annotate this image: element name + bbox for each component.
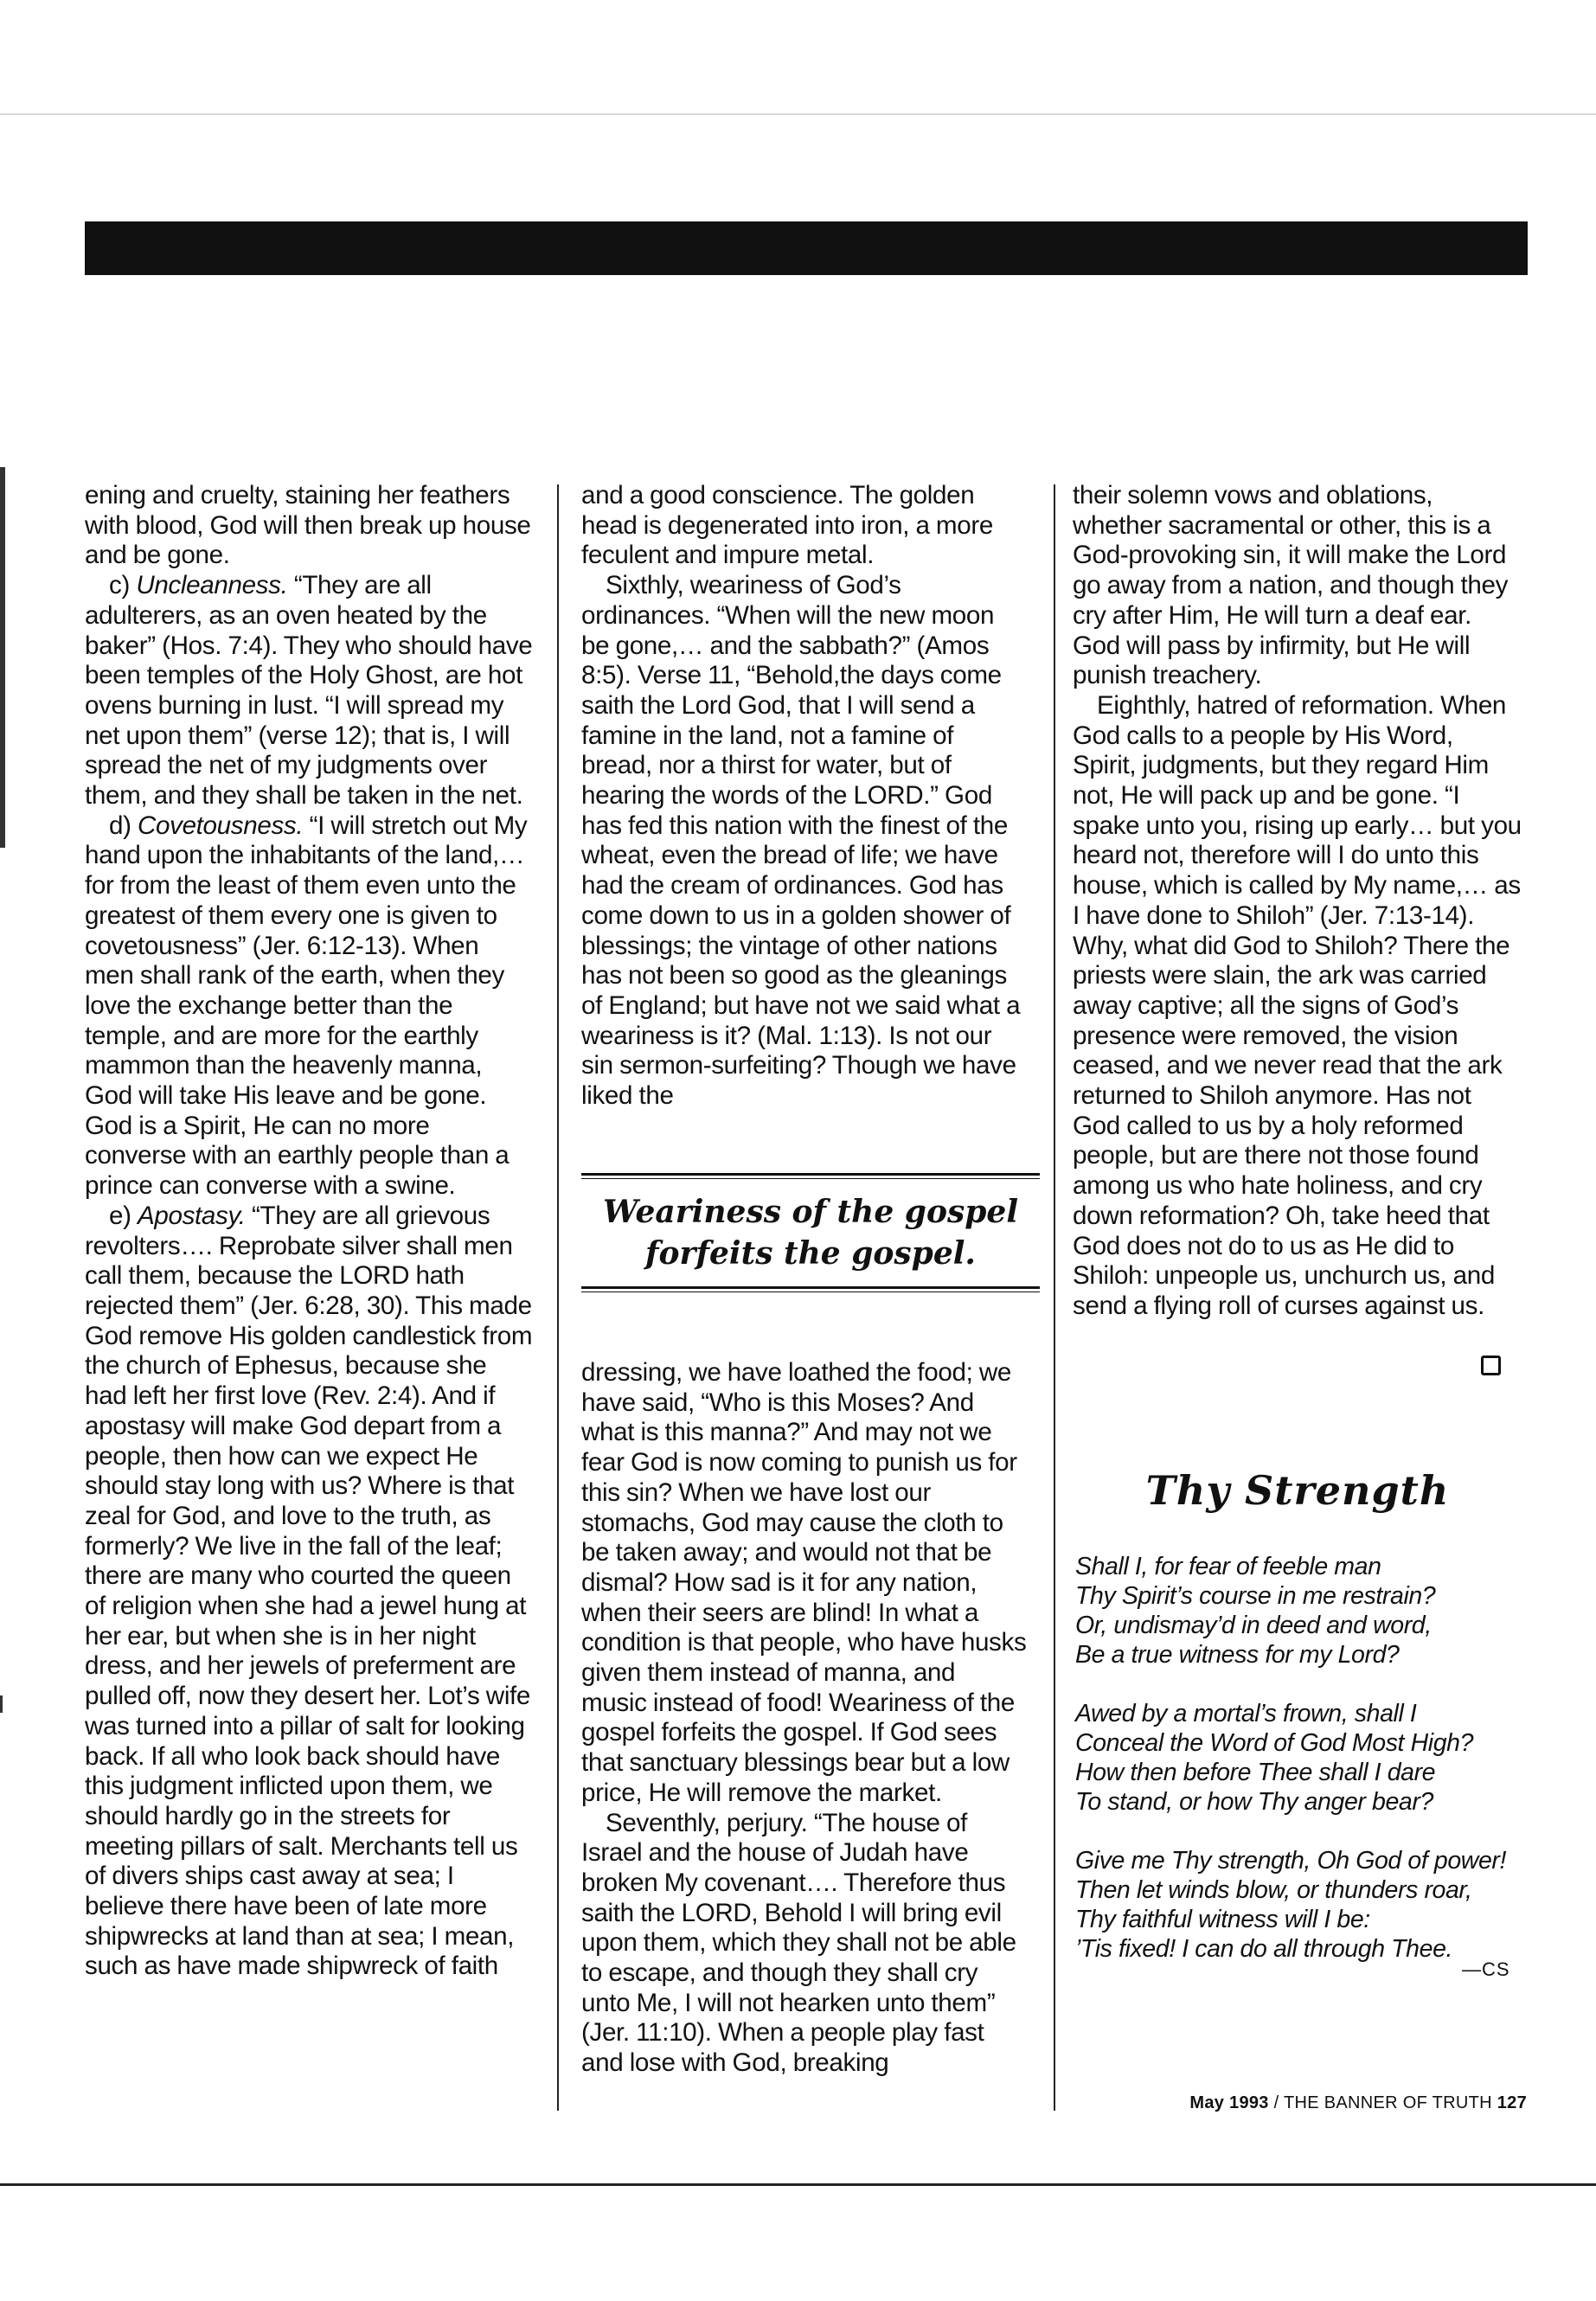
poem-line: How then before Thee shall I dare: [1075, 1759, 1436, 1786]
item-text: “They are all grievous revolters…. Reprobate silver shall men call them, because the LORD hath rejected them” (Jer. 6:28, 30). This made God remove His golden candlestick from the church of Ephesus, because she had left her first love (Rev. 2:4). And if apostasy will make God depart from a people, then how can we expect He should stay long with us? Where is that zeal for God, and love to the truth, as formerly? We live in the fall of the leaf; there are many who courted the queen of religion when she had a jewel hung at her ear, but when she is in her night dress, and her jewels of preferment are pulled off, now they desert her. Lot’s wife was turned into a pillar of salt for looking back. If all who look back should have this judgment inflicted upon them, we should hardly go in the streets for meeting pillars of salt. Merchants tell us of divers ships cast away at sea; I believe there have been of late more shipwrecks at land than at sea; I mean, such as have made shipwreck of faith: [85, 1201, 533, 1981]
page-number: 127: [1497, 2093, 1527, 2112]
paragraph-covetousness: [85, 811, 533, 1202]
binding-shadow: [0, 467, 5, 848]
poem-line: Awed by a mortal’s frown, shall I: [1075, 1700, 1417, 1727]
poem-title: Thy Strength: [1145, 1467, 1450, 1514]
poem-line: Give me Thy strength, Oh God of power!: [1075, 1847, 1507, 1875]
pull-quote-rule: [581, 1173, 1040, 1176]
poem-stanza: [1075, 1699, 1525, 1817]
footer-date: May 1993: [1189, 2093, 1269, 2112]
pull-quote: [581, 1173, 1040, 1303]
item-term: Covetousness.: [138, 811, 304, 840]
column-3: [1073, 481, 1522, 1322]
paragraph-eighthly: Eighthly, hatred of reformation. When God calls to a people by His Word, Spirit, judgments, but they regard Him not, He will pack up and be gone. “I spake unto you, rising up early… but you heard not, therefore will I do unto this house, which is called by My name,… as I have done to Shiloh” (Jer. 7:13-14). Why, what did God to Shiloh? There the priests were slain, the ark was carried away captive; all the signs of God’s presence were removed, the vision ceased, and we never read that the ark returned to Shiloh anymore. Has not God called to us by a holy reformed people, but are there not those found among us who hate holiness, and cry down reformation? Oh, take heed that God does not do to us as He did to Shiloh: unpeople us, unchurch us, and send a flying roll of curses against us.: [1073, 690, 1522, 1320]
footer-publication: THE BANNER OF TRUTH: [1283, 2093, 1492, 2112]
paragraph: and a good conscience. The golden head is degenerated into iron, a more feculent and impure metal.: [581, 481, 993, 570]
paragraph-uncleanness: [85, 571, 533, 811]
poem-stanza: [1075, 1552, 1525, 1670]
binding-mark: [0, 1695, 3, 1713]
poem-line: ’Tis fixed! I can do all through Thee.: [1075, 1935, 1453, 1963]
pull-quote-rule: [581, 1286, 1040, 1289]
paragraph: ening and cruelty, staining her feathers with blood, God will then break up house and be gone.: [85, 481, 531, 570]
poem-stanza: [1075, 1846, 1525, 1964]
item-term: Uncleanness.: [136, 571, 288, 600]
item-label: c): [109, 571, 137, 600]
poem-line: Or, undismay’d in deed and word,: [1075, 1612, 1432, 1639]
poem-line: To stand, or how Thy anger bear?: [1075, 1788, 1433, 1816]
item-label: e): [109, 1201, 138, 1230]
poem-line: Then let winds blow, or thunders roar,: [1075, 1876, 1472, 1904]
poem-author: —CS: [1462, 1958, 1510, 1980]
column-divider: [557, 484, 559, 2111]
paragraph-apostasy: [85, 1202, 533, 1982]
column-1: [85, 481, 533, 1982]
paragraph-seventhly: Seventhly, perjury. “The house of Israel and the house of Judah have broken My covenant…. Therefore thus saith the LORD, Behold I will bring evil upon them, which they shall not be able to escape, and though they shall cry unto Me, I will not hearken unto them” (Jer. 11:10). When a people play fast and lose with God, breaking: [581, 1808, 1016, 2078]
poem-line: Thy Spirit’s course in me restrain?: [1075, 1582, 1436, 1610]
page-top-edge: [0, 113, 1596, 115]
item-term: Apostasy.: [138, 1201, 246, 1230]
column-2-bottom: [581, 1358, 1027, 2079]
poem-line: Thy faithful witness will I be:: [1075, 1906, 1370, 1933]
poem: [1075, 1552, 1525, 1993]
paragraph-sixthly: Sixthly, weariness of God’s ordinances. “When will the new moon be gone,… and the sabbath?” (Amos 8:5). Verse 11, “Behold,the days come saith the Lord God, that I will send a famine in the land, not a famine of bread, nor a thirst for water, but of hearing the words of the LORD.” God has fed this nation with the finest of the wheat, even the bread of life; we have had the cream of ordinances. God has come down to us in a golden shower of blessings; the vintage of other nations has not been so good as the gleanings of England; but have not we said what a weariness is it? (Mal. 1:13). Is not our sin sermon-surfeiting? Though we have liked the: [581, 571, 1021, 1111]
footer-separator: /: [1268, 2093, 1284, 2112]
column-2-top: [581, 481, 1027, 1112]
paragraph: dressing, we have loathed the food; we have said, “Who is this Moses? And what is this manna?” And may not we fear God is now coming to punish us for this sin? When we have lost our stomachs, God may cause the cloth to be taken away; and would not that be dismal? How sad is it for any nation, when their seers are blind! In what a condition is that people, who have husks given them instead of manna, and music instead of food! Weariness of the gospel forfeits the gospel. If God sees that sanctuary blessings bear but a low price, He will remove the market.: [581, 1358, 1027, 1807]
item-text: “They are all adulterers, as an oven heated by the baker” (Hos. 7:4). They who should have been temples of the Holy Ghost, are hot ovens burning in lust. “I will spread my net upon them” (verse 12); that is, I will spread the net of my judgments over them, and they shall be taken in the net.: [85, 571, 533, 811]
paragraph: their solemn vows and oblations, whether sacramental or other, this is a God-provoking sin, it will make the Lord go away from a nation, and though they cry after Him, He will turn a deaf ear. God will pass by infirmity, but He will punish treachery.: [1073, 481, 1509, 690]
page-bottom-edge: [0, 2183, 1596, 2186]
poem-line: Shall I, for fear of feeble man: [1075, 1553, 1381, 1580]
column-divider: [1054, 484, 1055, 2111]
pull-quote-text: Weariness of the gospel forfeits the gospel.: [603, 1194, 1018, 1272]
item-text: “I will stretch out My hand upon the inhabitants of the land,… for from the least of them even unto the greatest of them every one is given to covetousness” (Jer. 6:12-13). When men shall rank of the earth, when they love the exchange better than the temple, and are more for the earthly mammon than the heavenly manna, God will take His leave and be gone. God is a Spirit, He can no more converse with an earthly people than a prince can converse with a swine.: [85, 811, 528, 1201]
item-label: d): [109, 811, 138, 840]
end-of-article-icon: [1481, 1356, 1501, 1375]
poem-line: Be a true witness for my Lord?: [1075, 1641, 1400, 1669]
pull-quote-rule: [581, 1178, 1040, 1179]
page-footer: [1189, 2093, 1527, 2113]
poem-line: Conceal the Word of God Most High?: [1075, 1729, 1474, 1757]
header-bar: [85, 221, 1528, 275]
